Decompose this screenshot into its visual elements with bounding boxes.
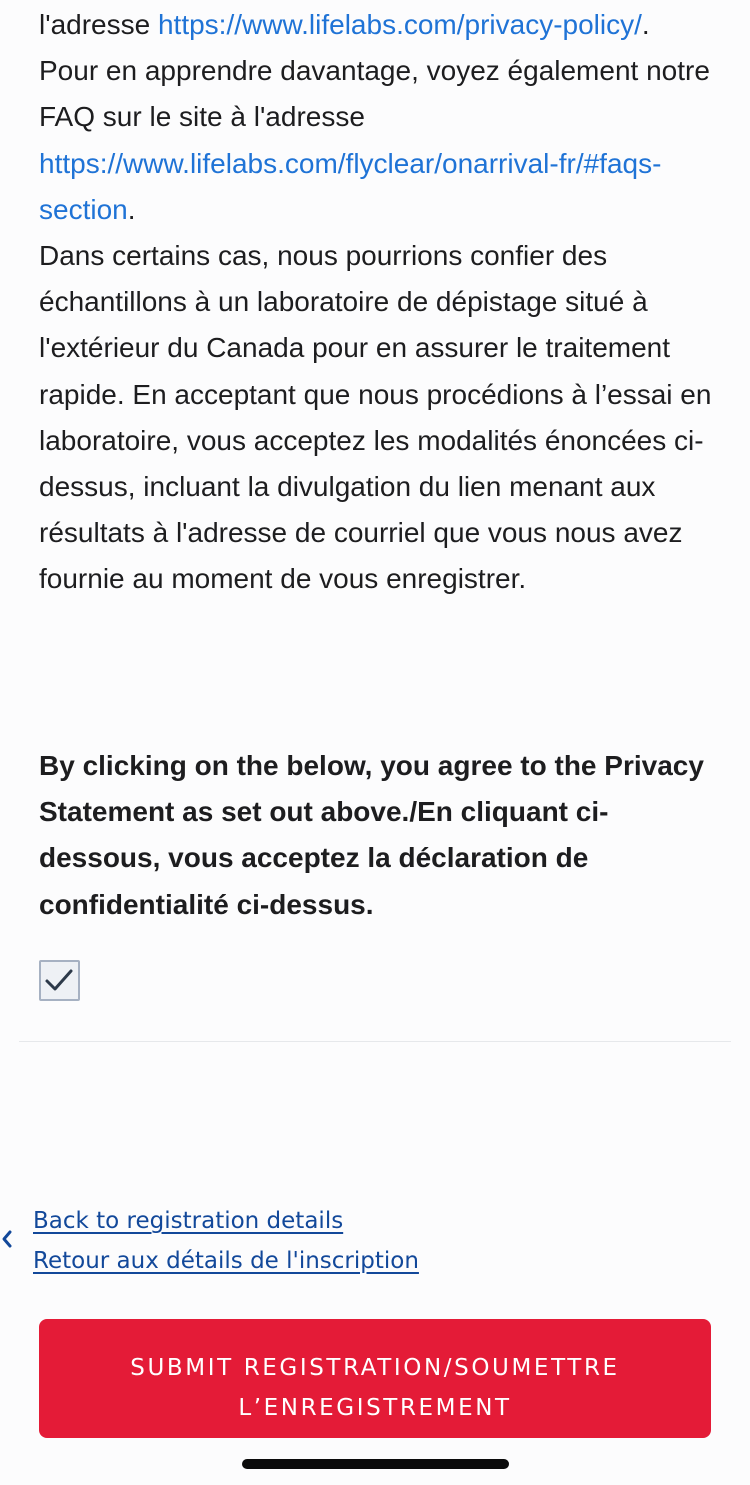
submit-button-label-line-2: L’ENREGISTREMENT bbox=[238, 1395, 512, 1421]
submit-registration-button[interactable] bbox=[39, 1319, 711, 1438]
privacy-statement bbox=[39, 2, 729, 603]
privacy-paragraph-1-prefix: l'adresse bbox=[39, 9, 158, 40]
privacy-paragraph-1 bbox=[39, 2, 729, 48]
checkmark-icon bbox=[44, 965, 75, 996]
chevron-left-icon[interactable] bbox=[0, 1228, 14, 1250]
privacy-paragraph-2 bbox=[39, 48, 729, 233]
privacy-paragraph-3: Dans certains cas, nous pourrions confier des échantillons à un laboratoire de dépistage situé à l'extérieur du Canada pour en assurer le traitement rapide. En acceptant que nous procédions à l’essai en laboratoire, vous acceptez les modalités énoncées ci-dessus, incluant la divulgation du lien menant aux résultats à l'adresse de courriel que vous nous avez fournie au moment de vous enregistrer. bbox=[39, 240, 712, 595]
submit-button-label-line-1: SUBMIT REGISTRATION/SOUMETTRE bbox=[130, 1355, 620, 1381]
section-divider bbox=[19, 1041, 731, 1042]
consent-checkbox[interactable] bbox=[39, 960, 80, 1001]
consent-statement: By clicking on the below, you agree to the Privacy Statement as set out above./En cliquant ci-dessous, vous acceptez la déclaration de confidentialité ci-dessus. bbox=[39, 750, 704, 920]
back-link-french[interactable]: Retour aux détails de l'inscription bbox=[33, 1248, 419, 1274]
privacy-paragraph-2-suffix: . bbox=[127, 193, 136, 225]
privacy-paragraph-2-prefix: Pour en apprendre davantage, voyez également notre FAQ sur le site à l'adresse bbox=[39, 55, 710, 133]
faq-link[interactable]: https://www.lifelabs.com/flyclear/onarrival-fr/#faqs-section bbox=[39, 147, 662, 225]
back-link-english[interactable]: Back to registration details bbox=[33, 1208, 344, 1234]
privacy-policy-link[interactable]: https://www.lifelabs.com/privacy-policy/ bbox=[157, 9, 642, 40]
privacy-paragraph-1-suffix: . bbox=[641, 9, 650, 40]
home-indicator bbox=[242, 1459, 509, 1469]
back-link-group[interactable] bbox=[33, 1201, 419, 1281]
